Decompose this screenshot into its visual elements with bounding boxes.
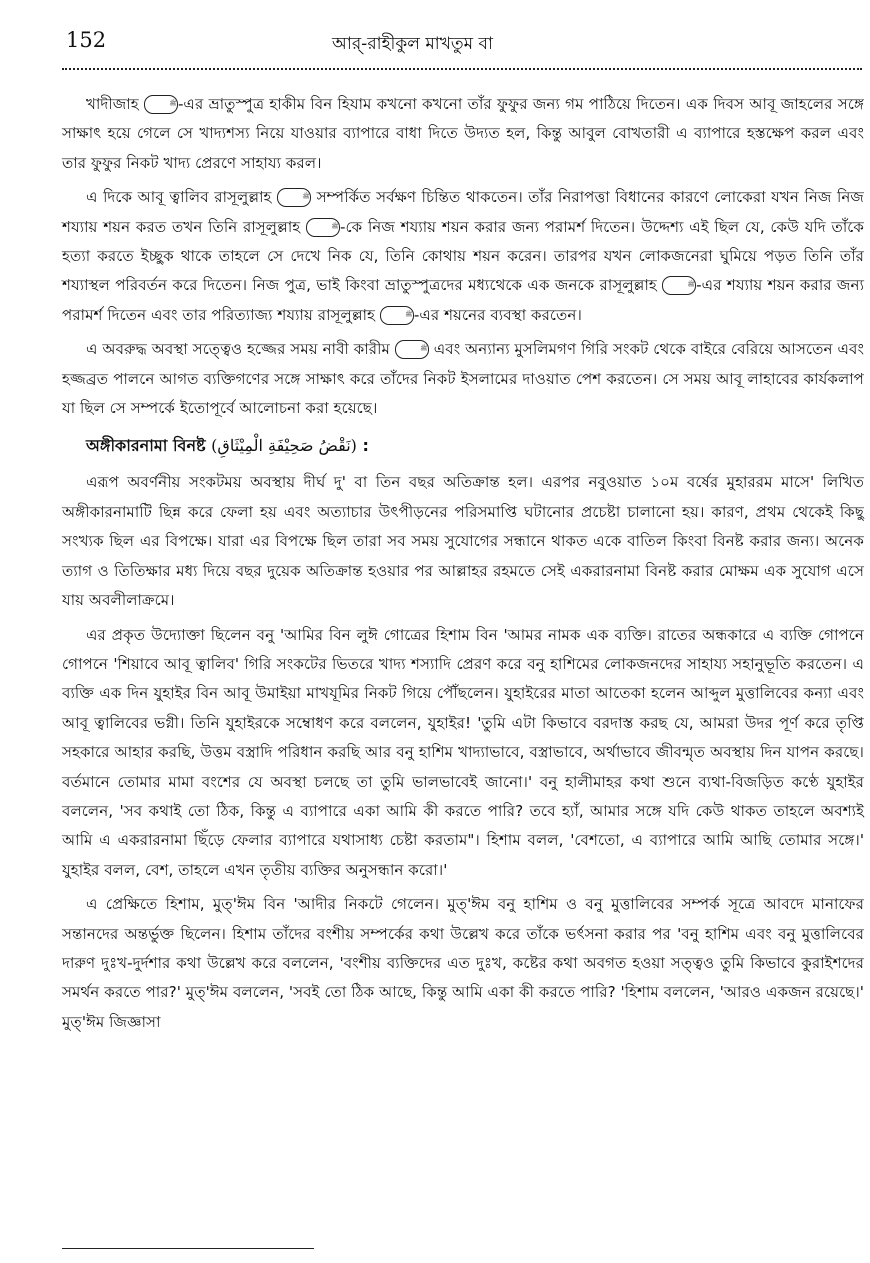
paragraph-5: এর প্রকৃত উদ্যোক্তা ছিলেন বনু 'আমির বিন লুঈ গোত্রের হিশাম বিন 'আমর নামক এক ব্যক্তি। রাতের অন্ধকারে এ ব্যক্তি গোপনে গোপনে 'শিয়াবে আবূ ত্বালিব' গিরি সংকটের ভিতরে খাদ্য শস্যাদি প্রেরণ করে বনু হাশিমের লোকজনদের সাহায্য সহানুভূতি করতেন। এ ব্যক্তি এক দিন যুহাইর বিন আবূ উমাইয়া মাখযূমির নিকট গিয়ে পৌঁছলেন। যুহাইরের মাতা আতেকা হলেন আব্দুল মুত্তালিবের কন্যা এবং আবূ ত্বালিবের ভগ্নী। তিনি যুহাইরকে সম্বোধণ করে বললেন, যুহাইর! 'তুমি এটা কিভাবে বরদাস্ত করছ যে, আমরা উদর পূর্ণ করে তৃপ্তি সহকারে আহার করছি, উত্তম বস্ত্রাদি পরিধান করছি আর বনু হাশিম খাদ্যাভাবে, বস্ত্রাভাবে, অর্থাভাবে জীবন্মৃত অবস্থায় দিন যাপন করছে। বর্তমানে তোমার মামা বংশের যে অবস্থা চলছে তা তুমি ভালভাবেই জানো।' বনু হালীমাহর কথা শুনে ব্যথা-বিজড়িত কণ্ঠে যুহাইর বললেন, 'সব কথাই তো ঠিক, কিন্তু এ ব্যাপারে একা আমি কী করতে পারি? তবে হ্যাঁ, আমার সঙ্গে যদি কেউ থাকত তাহলে অবশ্যই আমি এ একরারনামা ছিঁড়ে ফেলার ব্যাপারে যথাসাধ্য চেষ্টা করতাম"। হিশাম বলল, 'বেশতো, এ ব্যাপারে আমি আছি তোমার সঙ্গে।' যুহাইর বলল, বেশ, তাহলে এখন তৃতীয় ব্যক্তির অনুসন্ধান করো।' — [62, 625, 864, 879]
heading-colon: : — [356, 436, 369, 456]
salutation-seal-icon: ﷺ — [144, 95, 178, 114]
page-number: 152 — [66, 28, 107, 52]
text-run: -এর শয়নের ব্যবস্থা করতেন। — [413, 305, 582, 324]
salutation-seal-icon: ﷺ — [306, 218, 340, 237]
heading-bengali: অঙ্গীকারনামা বিনষ্ট — [86, 436, 212, 456]
body-text — [62, 90, 864, 1042]
salutation-seal-icon: ﷺ — [277, 188, 311, 207]
text-run: এ অবরুদ্ধ অবস্থা সত্ত্বেও হজ্জের সময় নাবী কারীম — [86, 340, 395, 359]
text-run: এ দিকে আবূ ত্বালিব রাসূলুল্লাহ — [86, 188, 278, 207]
heading-arabic: (نَقْضُ صَحِيْفَةِ الْمِيْثَاقِ) — [211, 436, 357, 456]
paragraph-2 — [62, 183, 864, 330]
footnote-rule — [62, 1248, 314, 1249]
text-run: এবং অন্যান্য মুসলিমগণ গিরি সংকট থেকে বাইরে বেরিয়ে আসতেন এবং হজ্জব্রত পালনে আগত ব্যক্তিগণের সঙ্গে সাক্ষাৎ করে তাঁদের নিকট ইসলামের দাওয়াত পেশ করতেন। সে সময় আবূ লাহাবের কার্যকলাপ যা ছিল সে সম্পর্কে ইতোপূর্বে আলোচনা করা হয়েছে। — [62, 340, 864, 418]
page-header — [62, 22, 862, 62]
header-dotted-rule — [62, 68, 862, 70]
paragraph-3 — [62, 335, 864, 423]
text-run: -কে নিজ শয্যায় শয়ন করার জন্য পরামর্শ দিতেন। উদ্দেশ্য এই ছিল যে, কেউ যদি তাঁকে হত্যা করতে ইচ্ছুক থাকে তাহলে সে দেখে নিক যে, তিনি কোথায় শয়ন করেন। তারপর যখন লোকজনেরা ঘুমিয়ে পড়ত তিনি তাঁর শয্যাস্থল পরিবর্তন করে দিতেন। নিজ পুত্র, ভাই কিংবা ভ্রাতুস্পুত্রদের মধ্যথেকে এক জনকে রাসূলুল্লাহ — [62, 217, 864, 295]
paragraph-1 — [62, 90, 864, 178]
section-heading — [62, 428, 864, 464]
running-title: আর্-রাহীকুল মাখতুম বা — [332, 34, 493, 54]
salutation-seal-icon: ﷺ — [380, 306, 414, 325]
salutation-seal-icon: ﷺ — [662, 276, 696, 295]
text-run: -এর ভ্রাতুস্পুত্র হাকীম বিন হিযাম কখনো কখনো তাঁর ফুফুর জন্য গম পাঠিয়ে দিতেন। এক দিবস আবূ জাহলের সঙ্গে সাক্ষাৎ হয়ে গেলে সে খাদ্যশস্য নিয়ে যাওয়ার ব্যাপারে বাধা দিতে উদ্যত হল, কিন্তু আবুল বোখতারী এ ব্যাপারে হস্তক্ষেপ করল এবং তার ফুফুর নিকট খাদ্য প্রেরণে সাহায্য করল। — [62, 95, 864, 172]
text-run: -এর শয্যায় শয়ন করার জন্য পরামর্শ দিতেন এবং তার পরিত্যাজ্য শয্যায় রাসূলুল্লাহ — [62, 276, 864, 324]
text-run: খাদীজাহ — [86, 95, 144, 113]
text-run: সম্পর্কিত সর্বক্ষণ চিন্তিত থাকতেন। তাঁর নিরাপত্তা বিধানের কারণে লোকেরা যখন নিজ নিজ শয্যায় শয়ন করত তখন তিনি রাসূলুল্লাহ — [62, 188, 864, 236]
paragraph-6: এ প্রেক্ষিতে হিশাম, মুত্'ঈম বিন 'আদীর নিকটে গেলেন। মুত্'ঈম বনু হাশিম ও বনু মুত্তালিবের সম্পর্ক সূত্রে আবদে মানাফের সন্তানদের অন্তর্ভুক্ত ছিলেন। হিশাম তাঁদের বংশীয় সম্পর্কের কথা উল্লেখ করে তাঁকে ভর্ৎসনা করার পর 'বনু হাশিম এবং বনু মুত্তালিবের দারুণ দুঃখ-দুর্দশার কথা উল্লেখ করে বললেন, 'বংশীয় ব্যক্তিদের এত দুঃখ, কষ্টের কথা অবগত হওয়া সত্ত্বও তুমি কিভাবে কুরাইশদের সমর্থন করতে পার?' মুত্'ঈম বললেন, 'সবই তো ঠিক আছে, কিন্তু আমি একা কী করতে পারি? 'হিশাম বললেন, 'আরও একজন রয়েছে।' মুত্'ঈম জিজ্ঞাসা — [62, 895, 864, 1031]
paragraph-4: এরূপ অবর্ণনীয় সংকটময় অবস্থায় দীর্ঘ দু' বা তিন বছর অতিক্রান্ত হল। এরপর নবুওয়াত ১০ম বর্ষের মুহাররম মাসে' লিখিত অঙ্গীকারনামাটি ছিন্ন করে ফেলা হয় এবং অত্যাচার উৎপীড়নের পরিসমাপ্তি ঘটানোর প্রচেষ্টা চালানো হয়। কারণ, প্রথম থেকেই কিছু সংখ্যক ছিল এর বিপক্ষে। যারা এর বিপক্ষে ছিল তারা সব সময় সুযোগের সন্ধানে থাকত একে বাতিল কিংবা বিনষ্ট করার জন্য। অনেক ত্যাগ ও তিতিক্ষার মধ্য দিয়ে বছর দুয়েক অতিক্রান্ত হওয়ার পর আল্লাহর রহমতে সেই একরারনামা বিনষ্ট করার মোক্ষম এক সুযোগ এসে যায় অবলীলাক্রমে। — [62, 473, 864, 610]
salutation-seal-icon: ﷺ — [395, 340, 429, 359]
